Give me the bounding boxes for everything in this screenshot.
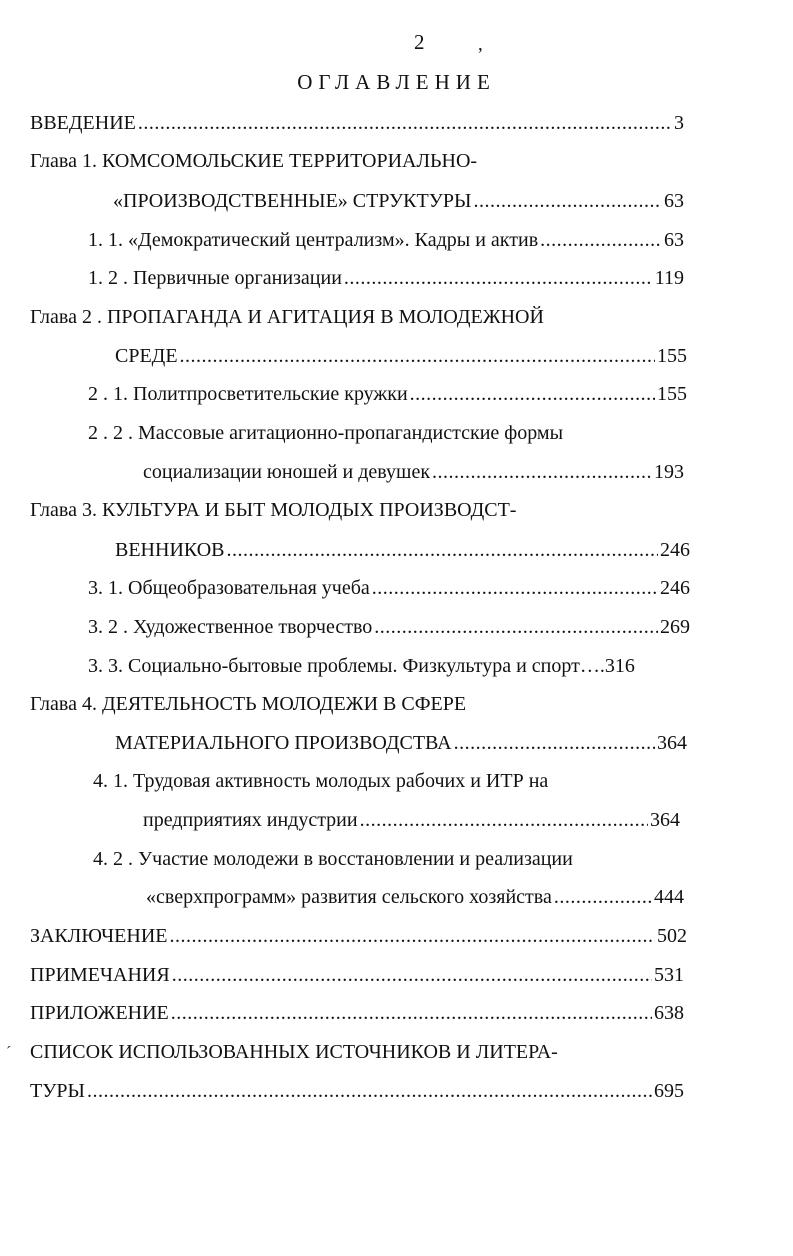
- toc-section-2-2-title: 2 . 2 . Массовые агитационно-пропагандистские формы: [88, 422, 564, 444]
- toc-entry-appendix: [30, 1000, 684, 1026]
- toc-leader-dots: [410, 381, 655, 407]
- toc-entry-sources: [30, 1078, 684, 1104]
- toc-leader-dots: [473, 188, 662, 214]
- toc-entry-text: 2 . 1. Политпросветительские кружки: [88, 383, 408, 405]
- toc-entry-text: 3. 2 . Художественное творчество: [88, 616, 373, 638]
- toc-page-number: 155: [657, 383, 687, 405]
- toc-entry-section-1-2: [88, 265, 684, 291]
- toc-sources-title: СПИСОК ИСПОЛЬЗОВАННЫХ ИСТОЧНИКОВ И ЛИТЕРА-: [30, 1041, 558, 1063]
- toc-page-number: 502: [657, 925, 687, 947]
- toc-chapter-3-title: Глава 3. КУЛЬТУРА И БЫТ МОЛОДЫХ ПРОИЗВОДСТ-: [30, 499, 517, 521]
- toc-leader-dots: [454, 730, 655, 756]
- toc-leader-dots: [172, 962, 652, 988]
- toc-page-number: 3: [674, 112, 684, 134]
- toc-entry-text: ПРИМЕЧАНИЯ: [30, 964, 170, 986]
- toc-entry-text: МАТЕРИАЛЬНОГО ПРОИЗВОДСТВА: [115, 732, 452, 754]
- toc-page-number: 63: [664, 229, 684, 251]
- toc-entry-notes: [30, 962, 684, 988]
- toc-leader-dots: [180, 343, 655, 369]
- toc-entry-text: социализации юношей и девушек: [143, 461, 431, 483]
- toc-entry-text: «сверхпрограмм» развития сельского хозяйства: [146, 886, 552, 908]
- toc-entry-conclusion: [30, 923, 687, 949]
- toc-page-number: 246: [660, 539, 690, 561]
- toc-chapter-2-title: Глава 2 . ПРОПАГАНДА И АГИТАЦИЯ В МОЛОДЕЖНОЙ: [30, 306, 544, 328]
- toc-entry-text: ПРИЛОЖЕНИЕ: [30, 1002, 169, 1024]
- toc-leader-dots: [554, 884, 652, 910]
- toc-entry-text: 3. 1. Общеобразовательная учеба: [88, 577, 370, 599]
- toc-section-4-2-title: 4. 2 . Участие молодежи в восстановлении и реализации: [93, 848, 573, 870]
- toc-entry-text: «ПРОИЗВОДСТВЕННЫЕ» СТРУКТУРЫ: [113, 190, 472, 212]
- toc-entry-chapter-1: [113, 188, 684, 214]
- toc-leader-dots: [344, 265, 653, 291]
- stray-mark: ˊ: [6, 1044, 12, 1061]
- toc-entry-section-3-3: [88, 653, 635, 679]
- toc-page-number: 193: [654, 461, 684, 483]
- toc-entry-section-4-1: [143, 807, 680, 833]
- toc-entry-text: ЗАКЛЮЧЕНИЕ: [30, 925, 168, 947]
- toc-entry-text: 1. 2 . Первичные организации: [88, 267, 342, 289]
- toc-chapter-4-title: Глава 4. ДЕЯТЕЛЬНОСТЬ МОЛОДЕЖИ В СФЕРЕ: [30, 693, 467, 715]
- toc-page-number: 316: [604, 655, 635, 677]
- toc-page-number: 63: [664, 190, 684, 212]
- toc-entry-section-2-1: [88, 381, 687, 407]
- toc-leader-dots: [169, 923, 655, 949]
- toc-page-number: 444: [654, 886, 684, 908]
- toc-entry-text: ВВЕДЕНИЕ: [30, 112, 136, 134]
- toc-page-number: 246: [660, 577, 690, 599]
- toc-page-number: 119: [654, 267, 684, 289]
- toc-entry-section-3-2: [88, 614, 690, 640]
- toc-entry-text: СРЕДЕ: [115, 345, 178, 367]
- toc-page-number: 695: [654, 1080, 684, 1102]
- page-number: 2: [414, 30, 425, 54]
- toc-page-number: 155: [657, 345, 687, 367]
- toc-leader-dots: [372, 575, 658, 601]
- toc-entry-section-4-2: [146, 884, 684, 910]
- toc-entry-text: ВЕННИКОВ: [115, 539, 225, 561]
- toc-leader-dots: [360, 807, 648, 833]
- toc-page-number: 364: [650, 809, 680, 831]
- toc-entry-section-2-2: [143, 459, 684, 485]
- toc-page-number: 364: [657, 732, 687, 754]
- toc-entry-chapter-2: [115, 343, 687, 369]
- toc-entry-section-3-1: [88, 575, 690, 601]
- toc-leader-dots: [171, 1000, 652, 1026]
- toc-leader-dots: [227, 537, 658, 563]
- toc-entry-text: 3. 3. Социально-бытовые проблемы. Физкультура и спорт….: [88, 655, 605, 677]
- toc-entry-text: 1. 1. «Демократический централизм». Кадры и актив: [88, 229, 539, 251]
- toc-leader-dots: [87, 1078, 652, 1104]
- toc-leader-dots: [432, 459, 652, 485]
- page-title: ОГЛАВЛЕНИЕ: [297, 70, 496, 94]
- toc-entry-text: предприятиях индустрии: [143, 809, 358, 831]
- toc-leader-dots: [138, 110, 672, 136]
- toc-entry-section-1-1: [88, 227, 684, 253]
- toc-entry-text: ТУРЫ: [30, 1080, 85, 1102]
- toc-page-number: 638: [654, 1002, 684, 1024]
- toc-leader-dots: [540, 227, 662, 253]
- toc-leader-dots: [374, 614, 658, 640]
- toc-entry-chapter-3: [115, 537, 690, 563]
- toc-entry-chapter-4: [115, 730, 687, 756]
- toc-section-4-1-title: 4. 1. Трудовая активность молодых рабочих и ИТР на: [93, 770, 549, 792]
- page-mark: ,: [478, 34, 483, 55]
- toc-entry-intro: [30, 110, 684, 136]
- toc-page-number: 269: [660, 616, 690, 638]
- toc-chapter-1-title: Глава 1. КОМСОМОЛЬСКИЕ ТЕРРИТОРИАЛЬНО-: [30, 150, 478, 172]
- toc-page-number: 531: [654, 964, 684, 986]
